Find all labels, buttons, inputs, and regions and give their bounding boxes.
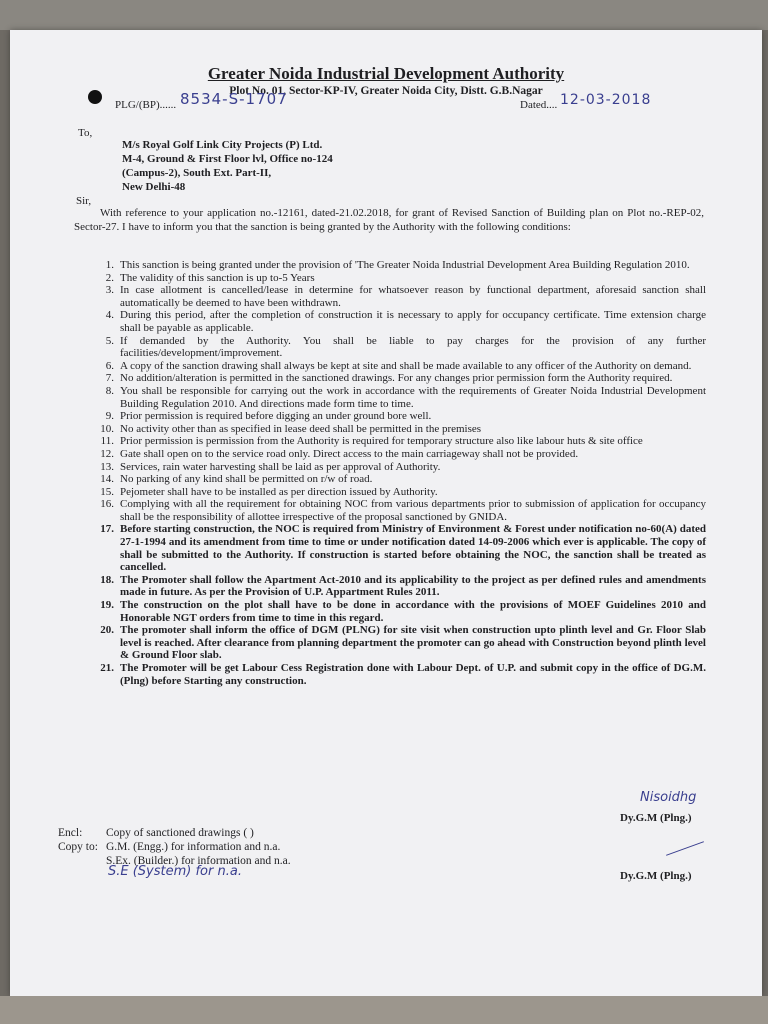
- condition-number: 17.: [100, 523, 114, 536]
- signatory-designation-2: Dy.G.M (Plng.): [620, 870, 692, 882]
- addressee-line: M-4, Ground & First Floor lvl, Office no-124: [122, 153, 333, 165]
- condition-number: 14.: [100, 473, 114, 486]
- condition-text: The Promoter shall follow the Apartment Act-2010 and its applicability to the project as per defined rules and amendments made in future. As per the Provision of U.P. Appartment Rules 2011.: [120, 573, 706, 599]
- condition-number: 18.: [100, 573, 114, 586]
- condition-item: [66, 259, 706, 272]
- condition-item: [66, 523, 706, 573]
- condition-number: 5.: [105, 334, 114, 347]
- copy-to-row: [58, 840, 291, 854]
- condition-item: [66, 410, 706, 423]
- condition-number: 2.: [105, 271, 114, 284]
- condition-number: 19.: [100, 599, 114, 612]
- conditions-list: [66, 259, 706, 687]
- condition-number: 12.: [100, 447, 114, 460]
- condition-number: 16.: [100, 498, 114, 511]
- condition-number: 3.: [105, 284, 114, 297]
- condition-number: 21.: [100, 662, 114, 674]
- condition-item: [66, 435, 706, 448]
- condition-text: Pejometer shall have to be installed as per direction issued by Authority.: [120, 485, 438, 498]
- condition-number: 13.: [100, 460, 114, 473]
- condition-item: [66, 360, 706, 373]
- addressee-line: M/s Royal Golf Link City Projects (P) Ltd.: [122, 139, 323, 151]
- enclosure-row: [58, 826, 291, 840]
- authority-address: Plot No. 01, Sector-KP-IV, Greater Noida City, Distt. G.B.Nagar: [229, 85, 543, 97]
- signatory-designation: Dy.G.M (Plng.): [620, 812, 692, 824]
- enclosure-label: Encl:: [58, 827, 83, 839]
- handwritten-copy-note: S.E (System) for n.a.: [108, 864, 242, 879]
- photo-backdrop-bottom: [0, 996, 768, 1024]
- condition-item: [66, 662, 706, 687]
- condition-text: No activity other than as specified in lease deed shall be permitted in the premises: [120, 422, 482, 435]
- condition-item: [66, 372, 706, 385]
- condition-text: This sanction is being granted under the provision of 'The Greater Noida Industrial Development Area Building Regulation 2010.: [120, 259, 690, 271]
- reference-number-handwritten: 8534-S-1707: [180, 90, 288, 108]
- copy-to-line: S.Ex. (Builder.) for information and n.a.: [106, 855, 291, 867]
- condition-item: [66, 574, 706, 599]
- condition-text: Complying with all the requirement for obtaining NOC from various departments prior to submission of application for occupancy shall be the responsibility of allottee irrespective of the proposal sanctioned by GNIDA.: [120, 498, 706, 523]
- salutation: Sir,: [76, 195, 92, 207]
- condition-item: [66, 624, 706, 662]
- condition-number: 20.: [100, 624, 114, 637]
- condition-text: The Promoter will be get Labour Cess Registration done with Labour Dept. of U.P. and submit copy in the office of DG.M.(Plng) before Starting any construction.: [120, 662, 706, 687]
- condition-item: [66, 309, 706, 334]
- punch-hole: [88, 90, 102, 104]
- copy-to-label: Copy to:: [58, 841, 98, 853]
- handwritten-signature: Nisoidhg: [640, 790, 697, 805]
- date-label: Dated....: [520, 99, 558, 111]
- condition-text: No addition/alteration is permitted in the sanctioned drawings. For any changes prior permission form the Authority required.: [120, 372, 673, 385]
- signature-stroke: [666, 841, 704, 856]
- addressee-line: (Campus-2), South Ext. Part-II,: [122, 167, 272, 179]
- condition-number: 9.: [105, 410, 114, 423]
- condition-number: 1.: [105, 259, 114, 271]
- enclosure-block: [58, 826, 291, 868]
- enclosure-text: Copy of sanctioned drawings ( ): [106, 827, 254, 839]
- condition-text: Services, rain water harvesting shall be laid as per approval of Authority.: [120, 460, 441, 473]
- addressee-block: [122, 138, 333, 194]
- photo-backdrop-top: [0, 0, 768, 30]
- reference-label: PLG/(BP)......: [115, 99, 177, 111]
- condition-text: Before starting construction, the NOC is required from Ministry of Environment & Forest under notification no-60(A) dated 27-1-1994 and its amendment from time to time or under notification dated 14-09-2006 which ever is applicable. The copy of shall be submitted to the Authority. If construction is started before obtaining the NOC, the sanction shall be treated as cancelled.: [120, 523, 706, 574]
- condition-number: 11.: [100, 435, 114, 448]
- copy-to-line: G.M. (Engg.) for information and n.a.: [106, 841, 281, 853]
- condition-text: If demanded by the Authority. You shall be liable to pay charges for the provision of any further facilities/development/improvement.: [120, 334, 706, 360]
- condition-text: During this period, after the completion of construction it is necessary to apply for occupancy certificate. Time extension charge shall be payable as applicable.: [120, 309, 706, 334]
- condition-text: No parking of any kind shall be permitted on r/w of road.: [120, 473, 373, 486]
- condition-text: A copy of the sanction drawing shall always be kept at site and shall be made available to any officer of the Authority on demand.: [120, 359, 692, 372]
- condition-item: [66, 461, 706, 474]
- condition-text: The validity of this sanction is up to-5 Years: [120, 271, 315, 284]
- letter-page: [10, 30, 762, 996]
- condition-item: [66, 423, 706, 436]
- condition-text: Gate shall open on to the service road only. Direct access to the main carriageway shall not be provided.: [120, 447, 579, 460]
- condition-text: In case allotment is cancelled/lease in determine for whatsoever reason by functional department, aforesaid sanction shall automatically be deemed to have been withdrawn.: [120, 284, 706, 309]
- condition-text: The promoter shall inform the office of DGM (PLNG) for site visit when construction upto plinth level and Gr. Floor Slab level is reached. After clearance from planning department the promoter can go ahead with Construction beyond plinth level & Ground Floor slab.: [120, 624, 706, 662]
- condition-item: [66, 335, 706, 360]
- condition-item: [66, 284, 706, 309]
- addressee-line: New Delhi-48: [122, 181, 186, 193]
- to-label: To,: [78, 127, 93, 139]
- condition-number: 7.: [105, 372, 114, 385]
- condition-item: [66, 498, 706, 523]
- condition-item: [66, 599, 706, 624]
- condition-item: [66, 486, 706, 499]
- condition-number: 10.: [100, 422, 114, 435]
- condition-item: [66, 272, 706, 285]
- condition-item: [66, 473, 706, 486]
- condition-number: 8.: [105, 384, 114, 397]
- condition-item: [66, 385, 706, 410]
- condition-text: The construction on the plot shall have to be done in accordance with the provisions of MOEF Guidelines 2010 and Honorable NGT orders from time to time in this regard.: [120, 599, 706, 624]
- date-handwritten: 12-03-2018: [560, 92, 652, 108]
- condition-number: 4.: [105, 309, 114, 322]
- condition-number: 15.: [100, 485, 114, 498]
- condition-item: [66, 448, 706, 461]
- condition-text: Prior permission is permission from the Authority is required for temporary structure also like labour huts & site office: [120, 435, 643, 448]
- intro-paragraph: With reference to your application no.-12161, dated-21.02.2018, for grant of Revised Sanction of Building plan on Plot no.-REP-02, Sector-27. I have to inform you that the sanction is being granted by the Authority with the following conditions:: [74, 207, 704, 233]
- condition-text: Prior permission is required before digging an under ground bore well.: [120, 410, 432, 423]
- condition-text: You shall be responsible for carrying out the work in accordance with the requirements of Greater Noida Industrial Development Building Regulation 2010. And directions made form time to time.: [120, 384, 706, 410]
- authority-title: Greater Noida Industrial Development Authority: [207, 64, 565, 83]
- condition-number: 6.: [105, 359, 114, 372]
